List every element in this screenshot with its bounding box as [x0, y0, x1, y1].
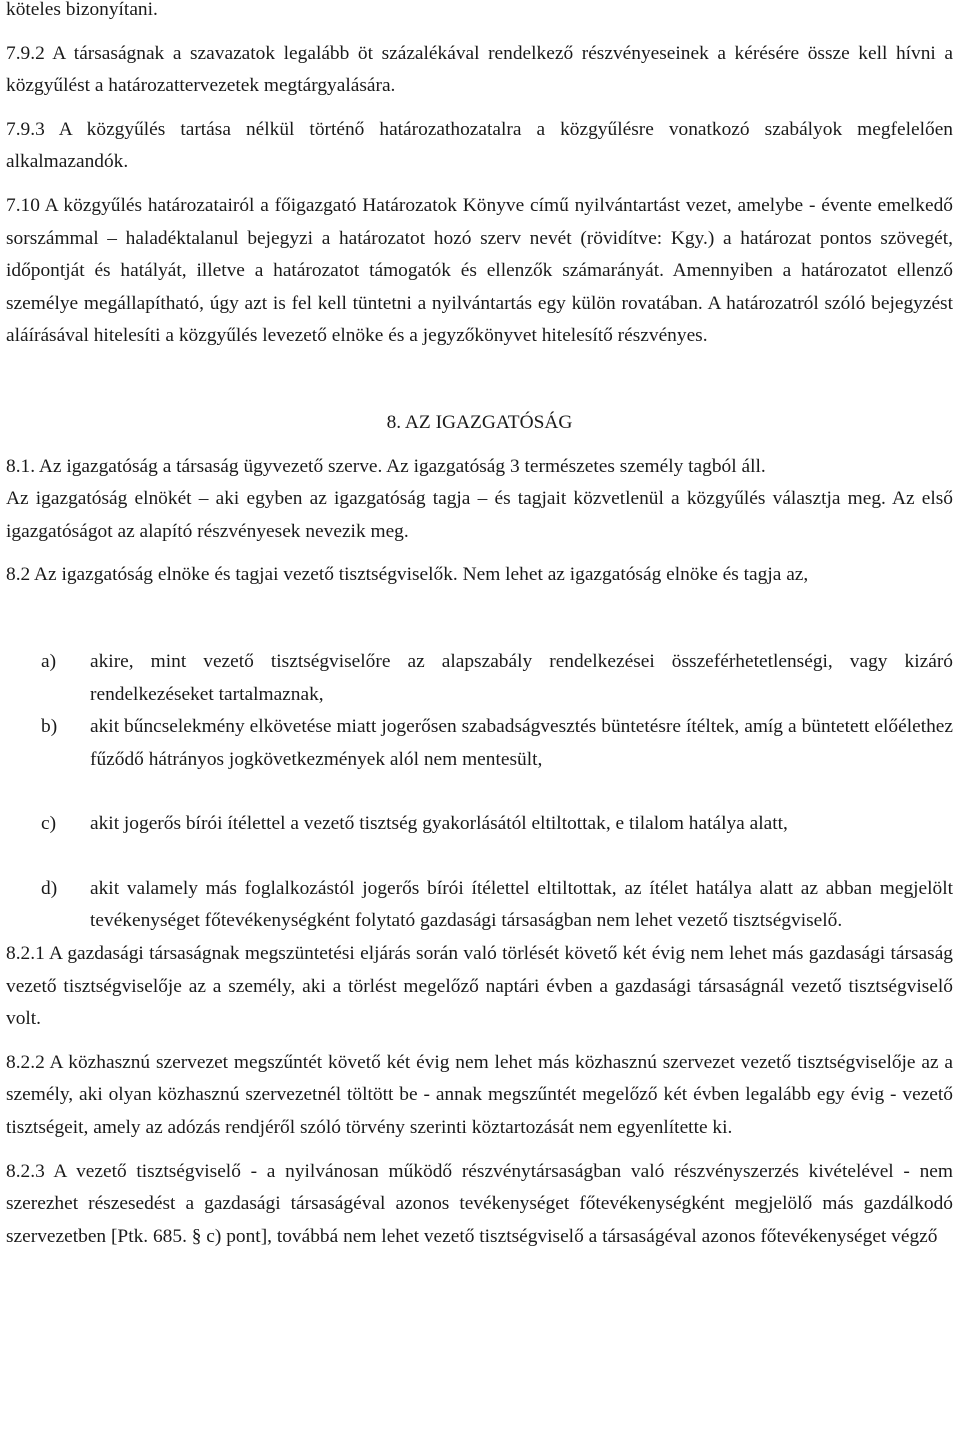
document-page: [6, 0, 953, 1253]
list-item: [6, 808, 953, 841]
list-item-label: a): [41, 650, 57, 672]
paragraph-board-election: Az igazgatóság elnökét – aki egyben az igazgatóság tagja – és tagjait közvetlenül a közgyűlés választja meg. Az első igazgatóságot az alapító részvényesek nevezik meg.: [6, 488, 953, 542]
paragraph-8-1: 8.1. Az igazgatóság a társaság ügyvezető szerve. Az igazgatóság 3 természetes személy tagból áll.: [6, 455, 766, 477]
paragraph-fragment: köteles bizonyítani.: [6, 0, 158, 20]
paragraph-8-2: 8.2 Az igazgatóság elnöke és tagjai vezető tisztségviselők. Nem lehet az igazgatóság elnöke és tagja az,: [6, 564, 809, 586]
list-item: [6, 711, 953, 776]
list-item-text: akit bűncselekmény elkövetése miatt jogerősen szabadságvesztés büntetésre ítéltek, amíg a büntetett előélethez fűződő hátrányos jogkövetkezmények alól nem mentesült,: [90, 716, 953, 770]
list-item-text: akit jogerős bírói ítélettel a vezető tisztség gyakorlásától eltiltottak, e tilalom hatálya alatt,: [90, 813, 788, 835]
paragraph-7-9-2: 7.9.2 A társaságnak a szavazatok legalább öt százalékával rendelkező részvényeseinek a kérésére össze kell hívni a közgyűlést a határozattervezetek megtárgyalására.: [6, 42, 953, 97]
paragraph-8-2-3: 8.2.3 A vezető tisztségviselő - a nyilvánosan működő részvénytársaságban való részvényszerzés kivételével - nem szerezhet részesedést a gazdasági társaságéval azonos tevékenységet főtevékenységként megjelölő más gazdálkodó szervezetben [Ptk. 685. § c) pont], továbbá nem lehet vezető tisztségviselő a társaságéval azonos főtevékenységet végző: [6, 1160, 953, 1247]
list-item-text: akit valamely más foglalkozástól jogerős bírói ítélettel eltiltottak, az ítélet hatálya alatt az abban megjelölt tevékenységet főtevékenységként folytató gazdasági társaságban nem lehet vezető tisztségviselő.: [90, 877, 953, 932]
paragraph-7-10: 7.10 A közgyűlés határozatairól a főigazgató Határozatok Könyve című nyilvántartást vezet, amelybe - évente emelkedő sorszámmal – haladéktalanul bejegyzi a határozatot hozó szerv nevét (rövidítve: Kgy.) a határozat pontos szövegét, időpontját és hatályát, illetve a határozatot támogatók és ellenzők számarányát. Amennyiben a határozatot ellenző személye megállapítható, úgy azt is fel kell tüntetni a nyilvántartás egy külön rovatában. A határozatról szóló bejegyzést aláírásával hitelesíti a közgyűlés levezető elnöke és a jegyzőkönyvet hitelesítő részvényes.: [6, 194, 953, 347]
list-item-label: c): [41, 813, 57, 835]
section-heading: 8. AZ IGAZGATÓSÁG: [386, 411, 573, 433]
list-item: [6, 646, 953, 711]
paragraph-7-9-3: 7.9.3 A közgyűlés tartása nélkül történő határozathozatalra a közgyűlésre vonatkozó szabályok megfelelően alkalmazandók.: [6, 118, 953, 173]
list-item-label: b): [41, 716, 58, 738]
paragraph-8-2-1: 8.2.1 A gazdasági társaságnak megszüntetési eljárás során való törlését követő két évig nem lehet más gazdasági társaság vezető tisztségviselője az a személy, aki a törlést megelőző naptári évben a gazdasági társaságnál vezető tisztségviselő volt.: [6, 943, 953, 1030]
list-item: [6, 873, 953, 938]
list-item-text: akire, mint vezető tisztségviselőre az alapszabály rendelkezései összeférhetetlenségi, vagy kizáró rendelkezéseket tartalmaznak,: [90, 650, 953, 705]
list-item-label: d): [41, 877, 58, 899]
paragraph-8-2-2: 8.2.2 A közhasznú szervezet megszűntét követő két évig nem lehet más közhasznú szervezet vezető tisztségviselője az a személy, aki olyan közhasznú szervezetnél töltött be - annak megszűntét megelőző két évben legalább egy évig - vezető tisztségeit, amely az adózás rendjéről szóló törvény szerinti köztartozását nem egyenlítette ki.: [6, 1051, 953, 1139]
